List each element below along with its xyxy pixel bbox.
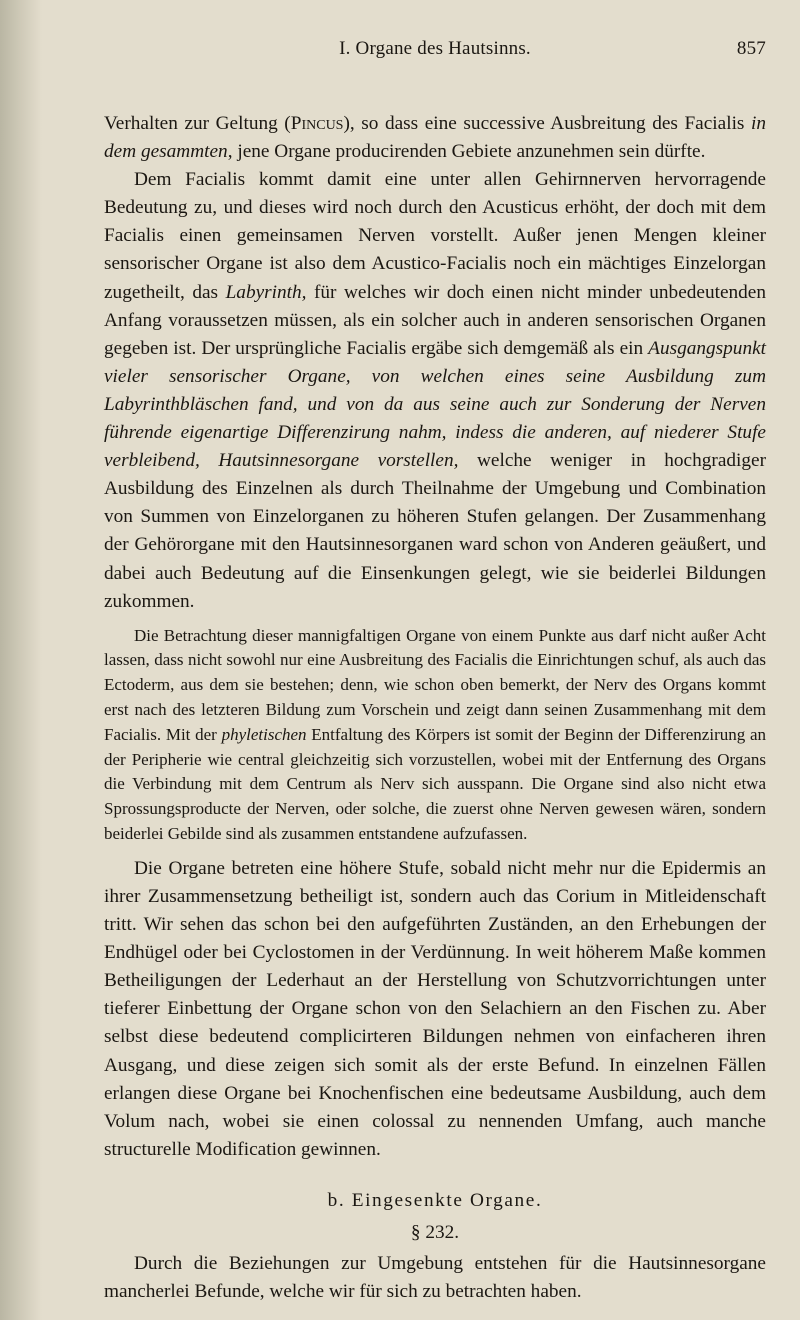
p2-text-c: für welches wir doch einen nicht minder unbedeutenden Anfang voraussetzen müssen, als ein solcher auch in anderen sensorischen Organen gegeben ist. Der ursprüngliche Facialis ergäbe sich demgemäß als ein — [104, 281, 766, 359]
paragraph-1 — [104, 110, 766, 166]
p3-emphasis-phyletischen: phyletischen — [221, 724, 307, 744]
p2-emphasis-ausgangspunkt: Ausgangspunkt vieler sensorischer Organe, von welchen eines seine Ausbildung zum Labyrinthbläschen fand, und von da aus seine auch zur Sonderung der Nerven führende eigenartige Differenzirung nahm, indess die anderen, auf niederer Stufe verbleibend, Hautsinnesorgane vorstellen, — [104, 337, 766, 472]
p2-text-a: Dem Facialis kommt damit eine unter allen Gehirnnerven hervorragende Bedeutung zu, und dieses wird noch durch den Acusticus erhöht, der doch mit dem Facialis einen gemeinsamen Nerven vorstellt. Außer jenen Mengen kleiner sensorischer Organe ist also dem Acustico-Facialis noch ein mächtiges Einzelorgan zugetheilt, das — [104, 169, 766, 303]
running-head — [104, 38, 766, 66]
section-number: § 232. — [410, 1221, 460, 1243]
p1-text-e: , jene Organe producirenden Gebiete anzunehmen sein dürfte. — [227, 141, 706, 163]
paragraph-3 — [104, 624, 766, 847]
p1-text-c: ), so dass eine successive Ausbreitung des Facialis — [343, 113, 751, 134]
paragraph-5: Durch die Beziehungen zur Umgebung entstehen für die Hautsinnesorgane mancherlei Befunde, welche wir für sich zu betrachten haben. — [104, 1252, 766, 1302]
p2-text-e: welche weniger in hochgradiger Ausbildung des Einzelnen als durch Theilnahme der Umgebung und Combination von Summen von Einzelorganen zu höheren Stufen gelangen. Der Zusammenhang der Gehörorgane mit den Hautsinnesorganen ward schon von Anderen geäußert, und dabei auch Bedeutung auf die Einsenkungen gelegt, wie sie beiderlei Bildungen zukommen. — [104, 450, 766, 612]
paragraph-2 — [104, 166, 766, 616]
chapter-title: I. Organe des Hautsinns. — [339, 38, 531, 59]
p3-text-c: Entfaltung des Körpers ist somit der Beginn der Differenzirung an der Peripherie wie central gleichzeitig sich vorzustellen, wobei mit der Entfernung des Organs die Verbindung mit dem Centrum als Nerv sich ausspann. Die Organe sind also nicht etwa Sprossungsproducte der Nerven, oder solche, die zuerst ohne Nerven gewesen wären, sondern beiderlei Gebilde sind als zusammen entstandene aufzufassen. — [104, 724, 766, 844]
body-text — [104, 110, 766, 1306]
author-name-pincus: Pincus — [290, 113, 344, 134]
p3-text-a: Die Betrachtung dieser mannigfaltigen Organe von einem Punkte aus darf nicht außer Acht lassen, dass nicht sowohl nur eine Ausbreitung des Facialis die Einrichtungen schuf, als auch das Ectoderm, aus dem sie bestehen; denn, wie schon oben bemerkt, der Nerv des Organs kommt erst nach des letzteren Bildung zum Vorschein und zeigt dann seinen Zusammenhang mit dem Facialis. Mit der — [104, 625, 766, 744]
subheading: b. Eingesenkte Organe. — [327, 1189, 543, 1211]
book-page — [104, 38, 766, 1306]
paragraph-4: Die Organe betreten eine höhere Stufe, sobald nicht mehr nur die Epidermis an ihrer Zusammensetzung betheiligt ist, sondern auch das Corium in Mitleidenschaft tritt. Wir sehen das schon bei den aufgeführten Zuständen, an den Erhebungen der Endhügel oder bei Cyclostomen in der Verdünnung. In weit höherem Maße kommen Betheiligungen der Lederhaut an der Herstellung von Schutzvorrichtungen unter tieferer Einbettung der Organe schon von den Selachiern an den Fischen zu. Aber selbst diese bedeutend complicirteren Bildungen nehmen von einfacheren ihren Ausgang, und diese zeigen sich somit als der erste Befund. In einzelnen Fällen erlangen diese Organe bei Knochenfischen eine bedeutsame Ausbildung, auch dem Volum nach, wobei sie einen colossal zu nennenden Umfang, auch manche structurelle Modification gewinnen. — [104, 857, 766, 1160]
page-edge-shadow — [0, 0, 42, 1320]
p1-emphasis: in dem gesammten — [104, 113, 766, 163]
p2-emphasis-labyrinth: Labyrinth, — [225, 281, 307, 303]
page-number: 857 — [736, 38, 766, 59]
p1-text-a: Verhalten zur Geltung ( — [104, 113, 291, 134]
